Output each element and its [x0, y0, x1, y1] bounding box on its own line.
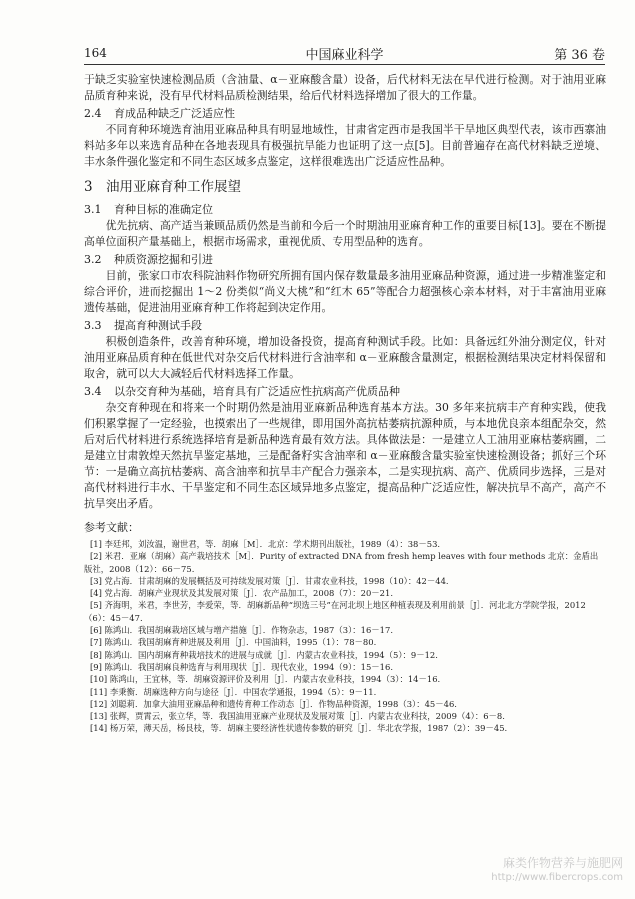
section-3-heading — [84, 178, 606, 196]
section-3-4-paragraph: 杂交育种现在和将来一个时期仍然是油用亚麻新品种选育基本方法。30 多年来抗病丰产育种实践，使我们积累掌握了一定经验，也摸索出了一些规律，即用国外高抗枯萎病抗源种质，与本地优良亲本组配杂交，然后对后代材料进行系统选择培育是新品种选育最有效方法。具体做法是：一是建立人工油用亚麻枯萎病圃，二是建立甘肃敦煌天然抗旱鉴定基地，三是配备籽实含油率和 α－亚麻酸含量实验室快速检测设备；抓好三个环节：一是确立高抗枯萎病、高含油率和抗旱丰产配合力强亲本，二是实现抗病、高产、优质同步选择，三是对高代材料进行丰水、干旱鉴定和不同生态区域异地多点鉴定，提高品种广泛适应性，解决抗旱不高产，高产不抗旱突出矛盾。 — [84, 401, 607, 510]
volume-label: 第 36 卷 — [554, 48, 605, 63]
section-title: 以杂交育种为基础，培育具有广泛适应性抗病高产优质品种 — [114, 385, 400, 398]
references-title: 参考文献： — [84, 521, 139, 534]
reference-item: [2] 米君．亚麻（胡麻）高产栽培技术［M］．Purity of extracted DNA from fresh hemp leaves with four methods 北京：金盾出版社，2008（12）：66－75. — [84, 551, 599, 574]
section-2-4-heading — [84, 106, 606, 122]
journal-title: 中国麻业科学 — [305, 48, 384, 63]
section-3-4-heading — [84, 384, 606, 400]
reference-item: [13] 张辉，贾霄云，张立华，等．我国油用亚麻产业现状及发展对策［J］．内蒙古农业科技，2009（4）：6－8. — [90, 711, 505, 722]
reference-item: [9] 陈鸿山．我国胡麻良种选育与利用现状［J］．现代农业，1994（9）：15－16. — [90, 661, 393, 672]
section-3-1-paragraph: 优先抗病、高产适当兼顾品质仍然是当前和今后一个时期油用亚麻育种工作的重要目标[13]。要在不断提高单位面积产量基础上，根据市场需求，重视优质、专用型品种的选育。 — [84, 219, 606, 248]
reference-item: [6] 陈鸿山．我国胡麻栽培区域与增产措施［J］．作物杂志，1987（3）：16－17. — [90, 625, 393, 636]
reference-item: [3] 党占海．甘肃胡麻的发展概括及可持续发展对策［J］．甘肃农业科技，1998（10）：42－44. — [90, 575, 449, 586]
section-number: 3.4 — [84, 385, 102, 398]
section-number: 3.1 — [84, 203, 102, 216]
reference-item: [11] 李秉衡．胡麻选种方向与途径［J］．中国农学通报，1994（5）：9－11. — [90, 686, 377, 697]
reference-item: [14] 杨万荣，薄天岳，杨艮枝，等．胡麻主要经济性状遗传参数的研究［J］．华北农学报，1987（2）：39－45. — [90, 723, 508, 734]
site-watermark — [491, 856, 623, 884]
page-number: 164 — [84, 46, 107, 60]
section-title: 种质资源挖掘和引进 — [114, 253, 213, 266]
reference-item: [10] 陈鸿山，王宜林，等．胡麻资源评价及利用［J］．内蒙古农业科技，1994（3）：14－16. — [90, 674, 441, 685]
section-3-1-heading — [84, 202, 606, 218]
reference-item: [5] 齐海明，米君，李世芳，李爱荣，等．胡麻新品种“坝选三号”在河北坝上地区种植表现及利用前景［J］．河北北方学院学报，2012（6）：45－47. — [84, 600, 586, 623]
section-number: 2.4 — [84, 107, 102, 120]
reference-item: [1] 李廷邦，刘汝温，谢世君，等．胡麻［M］．北京：学术期刊出版社，1989（4）：38－53. — [90, 539, 441, 549]
section-number: 3.3 — [84, 319, 102, 332]
article-body — [84, 72, 606, 735]
section-number: 3.2 — [84, 253, 102, 266]
section-3-2-paragraph: 目前，张家口市农科院油料作物研究所拥有国内保存数量最多油用亚麻品种资源，通过进一步精准鉴定和综合评价，进而挖掘出 1～2 份类似“尚义大桃”和“红木 65”等配合力超强核心亲本材料，对于丰富油用亚麻遗传基础，促进油用亚麻育种工作将起到决定作用。 — [84, 269, 606, 314]
section-3-3-paragraph: 积极创造条件，改善育种环境，增加设备投资，提高育种测试手段。比如：具备远红外油分测定仪，针对油用亚麻品质育种在低世代对杂交后代材料进行含油率和 α－亚麻酸含量测定，根据检测结果决定材料保留和取舍，就可以大大减轻后代材料选择工作量。 — [84, 335, 606, 380]
watermark-url: http://www.fibercrops.com — [491, 872, 623, 883]
page-header — [84, 44, 605, 65]
reference-item: [8] 陈鸿山．国内胡麻育种栽培技术的进展与成就［J］．内蒙古农业科技，1994（5）：9－12. — [90, 649, 438, 660]
section-number: 3 — [84, 179, 93, 195]
section-title: 育种目标的准确定位 — [114, 203, 213, 216]
section-2-4-paragraph: 不同育种环境选育油用亚麻品种具有明显地域性，甘肃省定西市是我国半干旱地区典型代表，该市西寨油料站多年以来选育品种在各地表现具有极强抗旱能力也证明了这一点[5]。目前普遍存在高代材料缺乏逆境、丰水条件强化鉴定和不同生态区域多点鉴定，这样很难选出广泛适应性品种。 — [84, 123, 606, 168]
section-title: 提高育种测试手段 — [114, 319, 202, 332]
references-section — [84, 520, 606, 735]
watermark-site-name: 麻类作物营养与施肥网 — [502, 856, 623, 870]
section-title: 育成品种缺乏广泛适应性 — [114, 107, 235, 120]
section-3-2-heading — [84, 252, 606, 268]
reference-item: [7] 陈鸿山．我国胡麻育种进展及利用［J］．中国油料，1995（1）：78－80. — [90, 637, 377, 648]
section-3-3-heading — [84, 318, 606, 334]
reference-item: [4] 党占海．胡麻产业现状及其发展对策［J］．农产品加工，2008（7）：20－21. — [90, 588, 393, 599]
reference-item: [12] 刘聪莉．加拿大油用亚麻品种和遗传育种工作动态［J］．作物品种资源，1998（3）：45－46. — [90, 698, 457, 709]
paragraph-continued: 于缺乏实验室快速检测品质（含油量、α－亚麻酸含量）设备，后代材料无法在早代进行检测。对于油用亚麻品质育种来说，没有早代材料品质检测结果，给后代材料选择增加了很大的工作量。 — [84, 73, 606, 102]
section-title: 油用亚麻育种工作展望 — [106, 179, 241, 195]
